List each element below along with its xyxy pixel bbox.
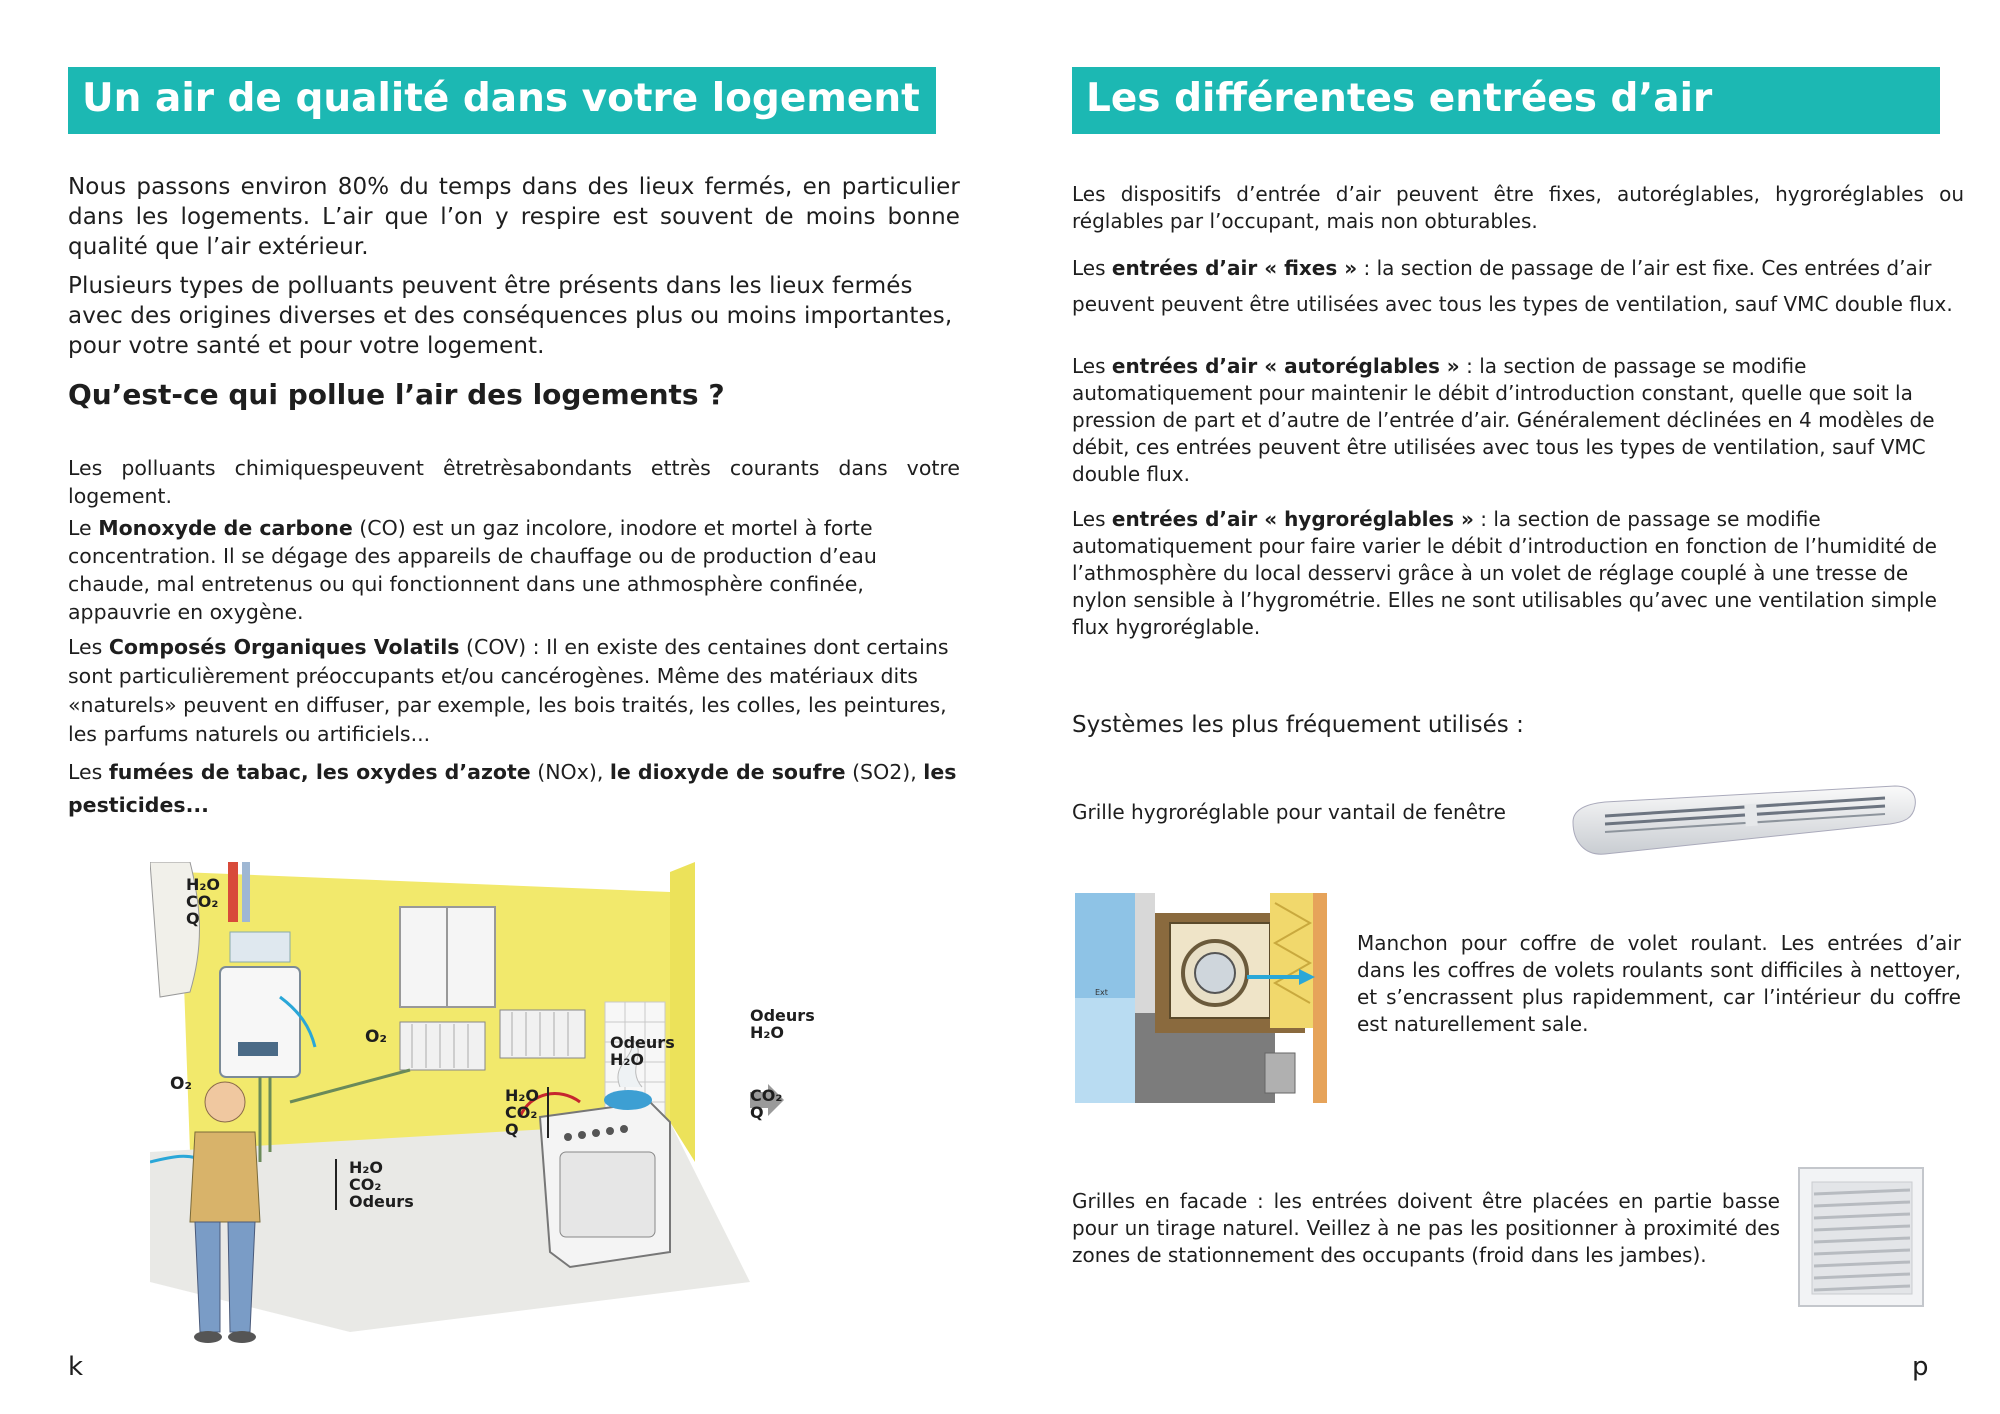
term-carbon-monoxide: Monoxyde de carbone — [98, 516, 353, 540]
term-fixed-inlets: entrées d’air « fixes » — [1111, 256, 1358, 280]
chimney-emissions-label: H₂O CO₂ Q — [186, 875, 220, 928]
paragraph-hygro-inlets: Les entrées d’air « hygroréglables » : la section de passage se modifie automatiquement pour faire varier le débit d’introduction en fonction de l’humidité de l’athmosphère du local desservi grâce à un volet de réglage couplé à une tresse de nylon sensible à l’hygrométrie. Elles ne sont utilisables qu’avec une ventilation simple flux hygroréglable. — [1072, 507, 1937, 639]
o2-person-label: O₂ — [170, 1074, 192, 1094]
outflow-top-label: Odeurs H₂O — [750, 1006, 815, 1042]
o2-boiler-label: O₂ — [365, 1027, 387, 1047]
intro-paragraph-1: Nous passons environ 80% du temps dans des lieux fermés, en particulier dans les logements. L’air que l’on y respire est souvent de moins bonne qualité que l’air extérieur. — [68, 174, 960, 260]
term-self-regulating-inlets: entrées d’air « autoréglables » — [1111, 354, 1460, 378]
ext-label: Ext — [1095, 988, 1108, 997]
systems-heading: Systèmes les plus fréquement utilisés : — [1072, 712, 1524, 738]
cooker-emissions-label: H₂O CO₂ Q — [505, 1087, 549, 1138]
paragraph-cov: Les Composés Organiques Volatils (COV) : Il en existe des centaines dont certains sont particulièrement préoccupants et/ou cancérogènes. Même des matériaux dits «naturels» peuvent en diffuser, par exemple, les bois traités, les colles, les peintures, les parfums naturels ou artificiels... — [68, 635, 949, 746]
left-page-number: k — [68, 1352, 84, 1382]
term-cov: Composés Organiques Volatils — [108, 635, 460, 659]
shutter-box-sleeve-text: Manchon pour coffre de volet roulant. Les entrées d’air dans les coffres de volets roulants sont difficiles à nettoyer, et s’encrassent plus rapidemment, car l’intérieur du coffre est naturellement sale. — [1357, 931, 1961, 1036]
shutter-box-sleeve-diagram — [1075, 893, 1327, 1103]
paragraph-carbon-monoxide: Le Monoxyde de carbone (CO) est un gaz incolore, inodore et mortel à forte concentration. Il se dégage des appareils de chauffage ou de production d’eau chaude, mal entretenus ou qui fonctionnent dans une athmosphère confinée, appauvrie en oxygène. — [68, 516, 877, 624]
outflow-bottom-label: CO₂ Q — [750, 1086, 783, 1122]
paragraph-fumes: Les fumées de tabac, les oxydes d’azote (NOx), le dioxyde de soufre (SO2), les pesticides... — [68, 760, 957, 817]
facade-grille-text: Grilles en facade : les entrées doivent être placées en partie basse pour un tirage naturel. Veillez à ne pas les positionner à proximité des zones de stationnement des occupants (froid dans les jambes). — [1072, 1189, 1780, 1267]
window-grille-image — [1565, 782, 1920, 862]
cooker-odeurs-label: Odeurs H₂O — [610, 1033, 675, 1069]
section-subheading: Qu’est-ce qui pollue l’air des logements ? — [68, 378, 725, 411]
facade-grille-image — [1796, 1162, 1930, 1310]
indoor-pollution-illustration — [150, 862, 820, 1352]
person-emissions-label: H₂O CO₂ Odeurs — [335, 1159, 414, 1210]
paragraph-fixed-inlets: Les entrées d’air « fixes » : la section de passage de l’air est fixe. Ces entrées d’air peuvent peuvent être utilisées avec tous les types de ventilation, sauf VMC double flux. — [1072, 256, 1953, 316]
intro-paragraph-2: Plusieurs types de polluants peuvent être présents dans les lieux fermés avec des origines diverses et des conséquences plus ou moins importantes, pour votre santé et pour votre logement. — [68, 273, 953, 359]
term-hygro-inlets: entrées d’air « hygroréglables » — [1111, 507, 1474, 531]
left-banner-title: Un air de qualité dans votre logement — [68, 67, 936, 134]
window-grille-caption: Grille hygroréglable pour vantail de fenêtre — [1072, 800, 1506, 824]
paragraph-chemicals: Les polluants chimiquespeuvent êtretrèsabondants ettrès courants dans votre logement. — [68, 456, 960, 508]
paragraph-intro-devices: Les dispositifs d’entrée d’air peuvent être fixes, autoréglables, hygroréglables ou réglables par l’occupant, mais non obturables. — [1072, 182, 1964, 233]
paragraph-self-regulating-inlets: Les entrées d’air « autoréglables » : la section de passage se modifie automatiquement pour maintenir le débit d’introduction constant, quelle que soit la pression de part et d’autre de l’entrée d’air. Généralement déclinées en 4 modèles de débit, ces entrées peuvent être utilisées avec tous les types de ventilation, sauf VMC double flux. — [1072, 354, 1935, 486]
right-banner-title: Les différentes entrées d’air — [1072, 67, 1940, 134]
right-page-number: p — [1912, 1352, 1929, 1382]
right-page — [1000, 0, 2000, 1414]
